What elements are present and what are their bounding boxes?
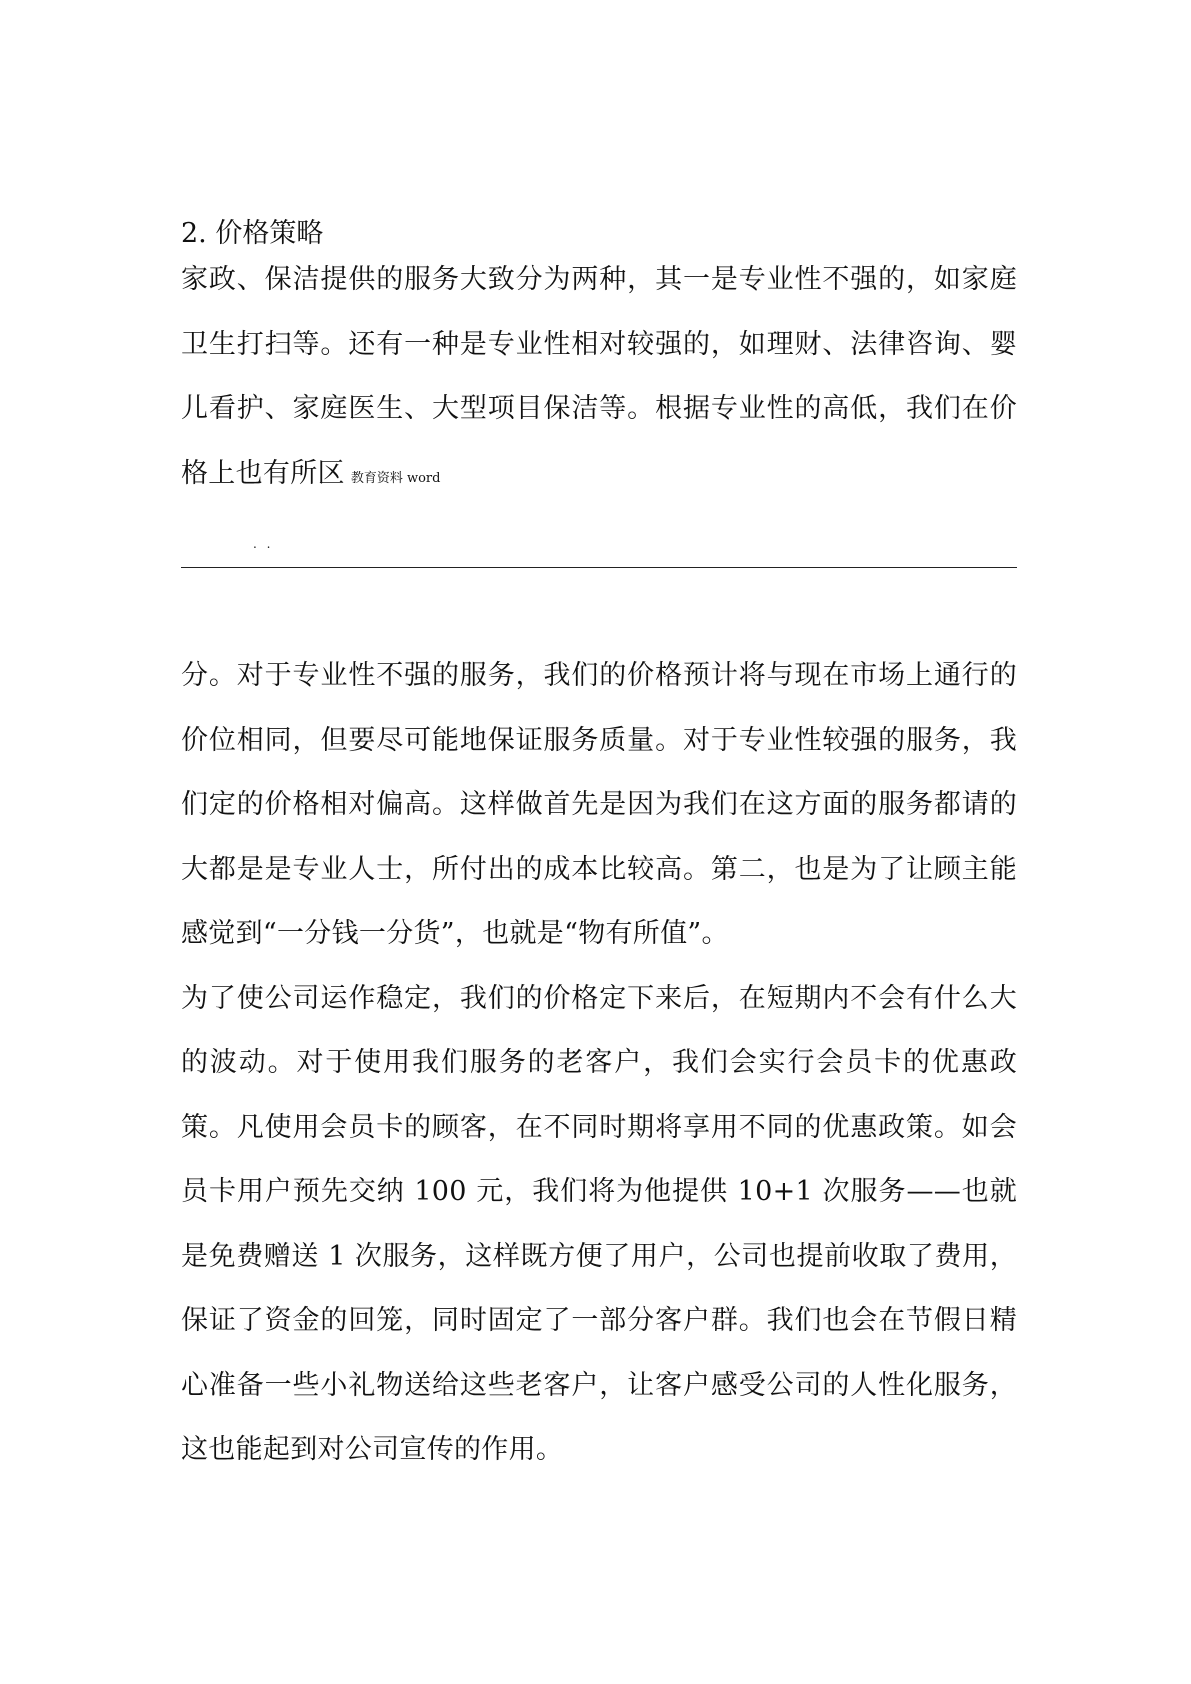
paragraph-text: 家政、保洁提供的服务大致分为两种，其一是专业性不强的，如家庭卫生打扫等。还有一种是专业性相对较强的，如理财、法律咨询、婴儿看护、家庭医生、大型项目保洁等。根据专业性的高低，我们在价格上也有所区 bbox=[181, 264, 1017, 489]
continued-body bbox=[181, 644, 1017, 1483]
footer-dots: . . bbox=[253, 537, 274, 551]
section-heading: 2. 价格策略 bbox=[181, 218, 324, 249]
page-divider-line bbox=[181, 567, 1017, 568]
footer-note: 教育资料 word bbox=[350, 470, 441, 486]
paragraph-membership-policy: 为了使公司运作稳定，我们的价格定下来后，在短期内不会有什么大的波动。对于使用我们服务的老客户，我们会实行会员卡的优惠政策。凡使用会员卡的顾客，在不同时期将享用不同的优惠政策。如会员卡用户预先交纳 100 元，我们将为他提供 10+1 次服务——也就是免费赠送 1 次服务，这样既方便了用户，公司也提前收取了费用，保证了资金的回笼，同时固定了一部分客户群。我们也会在节假日精心准备一些小礼物送给这些老客户，让客户感受公司的人性化服务，这也能起到对公司宣传的作用。 bbox=[181, 982, 1017, 1465]
paragraph-pricing-intro bbox=[181, 248, 1017, 511]
paragraph-pricing-continued: 分。对于专业性不强的服务，我们的价格预计将与现在市场上通行的价位相同，但要尽可能地保证服务质量。对于专业性较强的服务，我们定的价格相对偏高。这样做首先是因为我们在这方面的服务都请的大都是是专业人士，所付出的成本比较高。第二，也是为了让顾主能感觉到“一分钱一分货”，也就是“物有所值”。 bbox=[181, 660, 1017, 949]
